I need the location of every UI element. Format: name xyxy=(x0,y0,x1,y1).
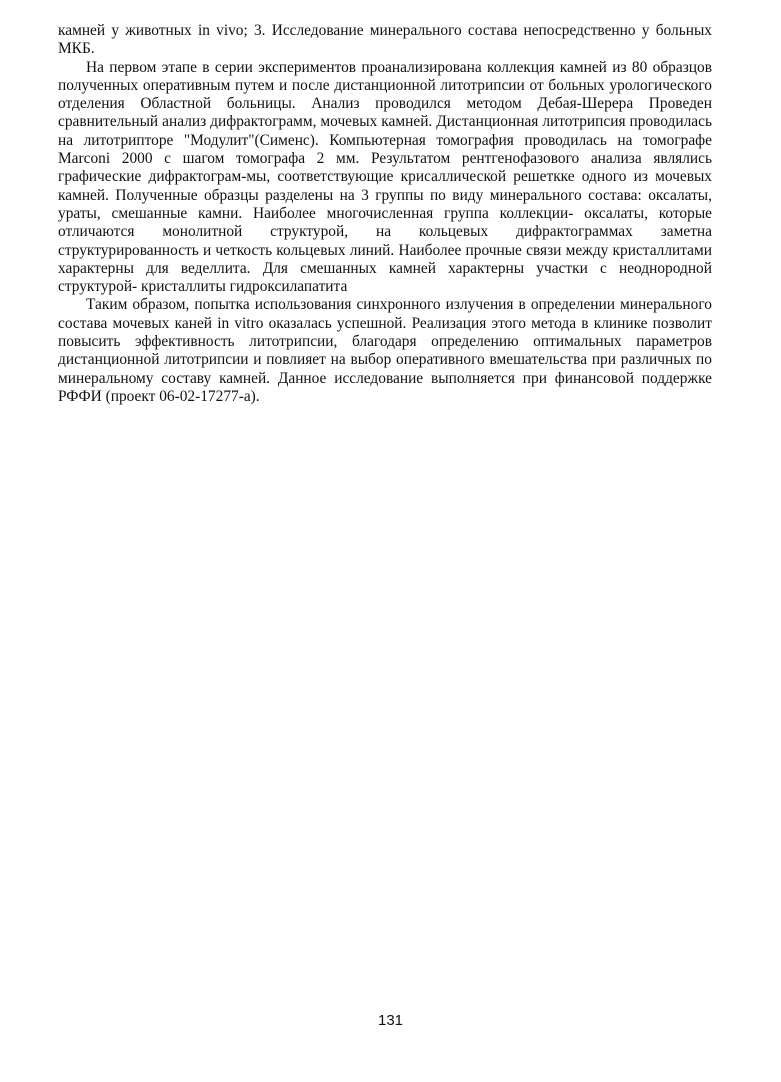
page-number: 131 xyxy=(377,1012,404,1029)
paragraph-continuation: камней у животных in vivo; 3. Исследование минерального состава непосредственно у больных МКБ. xyxy=(58,22,712,58)
document-body xyxy=(58,22,712,406)
paragraph-conclusion: Таким образом, попытка использования синхронного излучения в определении минерального состава мочевых каней in vitro оказалась успешной. Реализация этого метода в клинике позволит повысить эффективность литотрипсии, благодаря определению оптимальных параметров дистанционной литотрипсии и повлияет на выбор оперативного вмешательства при различных по минеральному составу камней. Данное исследование выполняется при финансовой поддержке РФФИ (проект 06-02-17277-а). xyxy=(58,296,712,405)
paragraph-methods: На первом этапе в серии экспериментов проанализирована коллекция камней из 80 образцов полученных оперативным путем и после дистанционной литотрипсии от больных урологического отделения Областной больницы. Анализ проводился методом Дебая-Шерера Проведен сравнительный анализ дифрактограмм, мочевых камней. Дистанционная литотрипсия проводилась на литотрипторе "Модулит"(Сименс). Компьютерная томография проводилась на томографе Marconi 2000 с шагом томографа 2 мм. Результатом рентгенофазового анализа являлись графические дифрактограм-мы, соответствующие крисаллической решеткке одного из мочевых камней. Полученные образцы разделены на 3 группы по виду минерального состава: оксалаты, ураты, смешанные камни. Наиболее многочисленная группа коллекции- оксалаты, которые отличаются монолитной структурой, на кольцевых дифрактограммах заметна структурированность и четкость кольцевых линий. Наиболее прочные связи между кристаллитами характерны для веделлита. Для смешанных камней характерны участки с неоднородной структурой- кристаллиты гидроксилапатита xyxy=(58,58,712,296)
